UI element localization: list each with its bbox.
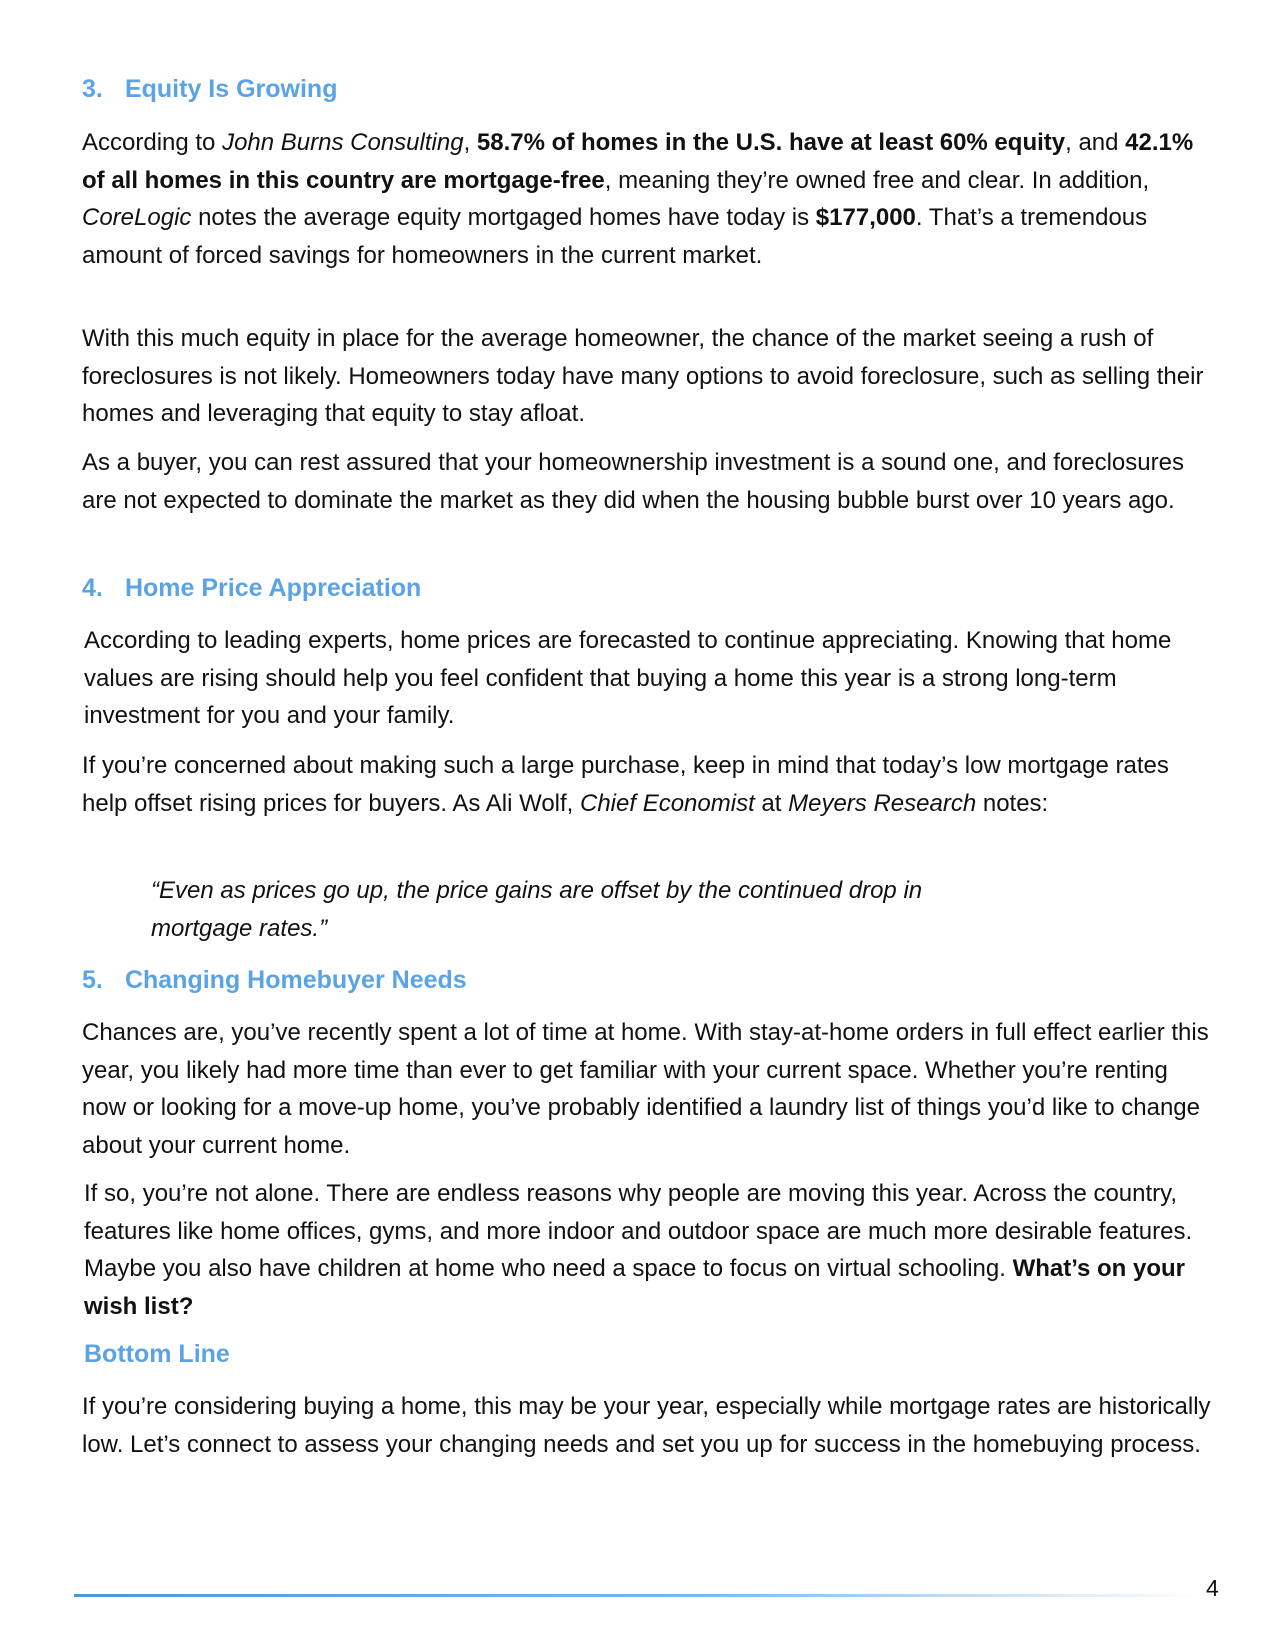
text-run: According to leading experts, home prices are forecasted to continue appreciating. Knowing that home values are rising should help you feel confident that buying a home this year is a strong long-term investment for you and your family. [84,627,1172,729]
text-run: , and [1065,129,1126,156]
paragraph [84,622,1214,735]
section-heading-4 [82,573,1212,603]
section-title: Changing Homebuyer Needs [124,966,467,994]
section-title: Equity Is Growing [124,75,338,103]
page-number: 4 [1206,1575,1219,1601]
italic-text: John Burns Consulting [222,129,464,156]
bold-text: $177,000 [815,204,916,231]
text-run: Chances are, you’ve recently spent a lot of time at home. With stay-at-home orders in full effect earlier this year, you likely had more time than ever to get familiar with your current space. Whether you’re renting now or looking for a move-up home, you’ve probably identified a laundry list of things you’d like to change about your current home. [82,1019,1209,1159]
section-title: Bottom Line [84,1340,230,1368]
paragraph [82,747,1212,822]
text-run: notes: [976,789,1049,817]
section-number: 5. [82,966,103,994]
paragraph [82,320,1212,433]
section-heading-5 [82,965,1212,995]
text-run: As a buyer, you can rest assured that your homeownership investment is a sound one, and foreclosures are not expected to dominate the market as they did when the housing bubble burst over 10 years ago. [82,449,1184,514]
text-run: With this much equity in place for the average homeowner, the chance of the market seeing a rush of foreclosures is not likely. Homeowners today have many options to avoid foreclosure, such as selling their homes and leveraging that equity to stay afloat. [82,325,1204,427]
text-run: If you’re concerned about making such a large purchase, keep in mind that today’s low mortgage rates help offset rising prices for buyers. As Ali Wolf, [82,752,1169,817]
italic-text: Chief Economist [580,789,755,817]
italic-text: CoreLogic [82,204,192,231]
bold-text: What’s on your wish list? [84,1255,1186,1320]
section-number: 3. [82,75,103,103]
text-run: If you’re considering buying a home, this may be your year, especially while mortgage rates are historically low. Let’s connect to assess your changing needs and set you up for success in the homebuying process. [82,1393,1211,1458]
paragraph [82,444,1212,519]
section-title: Home Price Appreciation [124,574,422,602]
paragraph [82,1388,1212,1463]
text-run: , [463,129,477,156]
footer-rule [74,1594,1204,1597]
blockquote: “Even as prices go up, the price gains are offset by the continued drop in mortgage rates.” [151,877,923,942]
section-number: 4. [82,574,103,602]
paragraph [84,1175,1224,1325]
text-run: , meaning they’re owned free and clear. In addition, [604,166,1150,194]
text-run: According to [82,129,223,156]
bold-text: 58.7% of homes in the U.S. have at least 60% equity [476,129,1066,156]
bold-text: 42.1% of all homes in this country are mortgage-free [82,129,1194,194]
section-heading-3 [82,74,1212,104]
paragraph [82,124,1212,274]
bottom-line-heading [84,1339,1214,1369]
italic-text: Meyers Research [788,789,977,817]
text-run: at [754,789,789,817]
text-run: If so, you’re not alone. There are endless reasons why people are moving this year. Across the country, features like home offices, gyms, and more indoor and outdoor space are much more desirable features. Maybe you also have children at home who need a space to focus on virtual schooling. [84,1180,1193,1282]
text-run: . That’s a tremendous amount of forced savings for homeowners in the current market. [82,204,1148,269]
paragraph [82,1014,1212,1164]
text-run: notes the average equity mortgaged homes have today is [191,204,816,231]
